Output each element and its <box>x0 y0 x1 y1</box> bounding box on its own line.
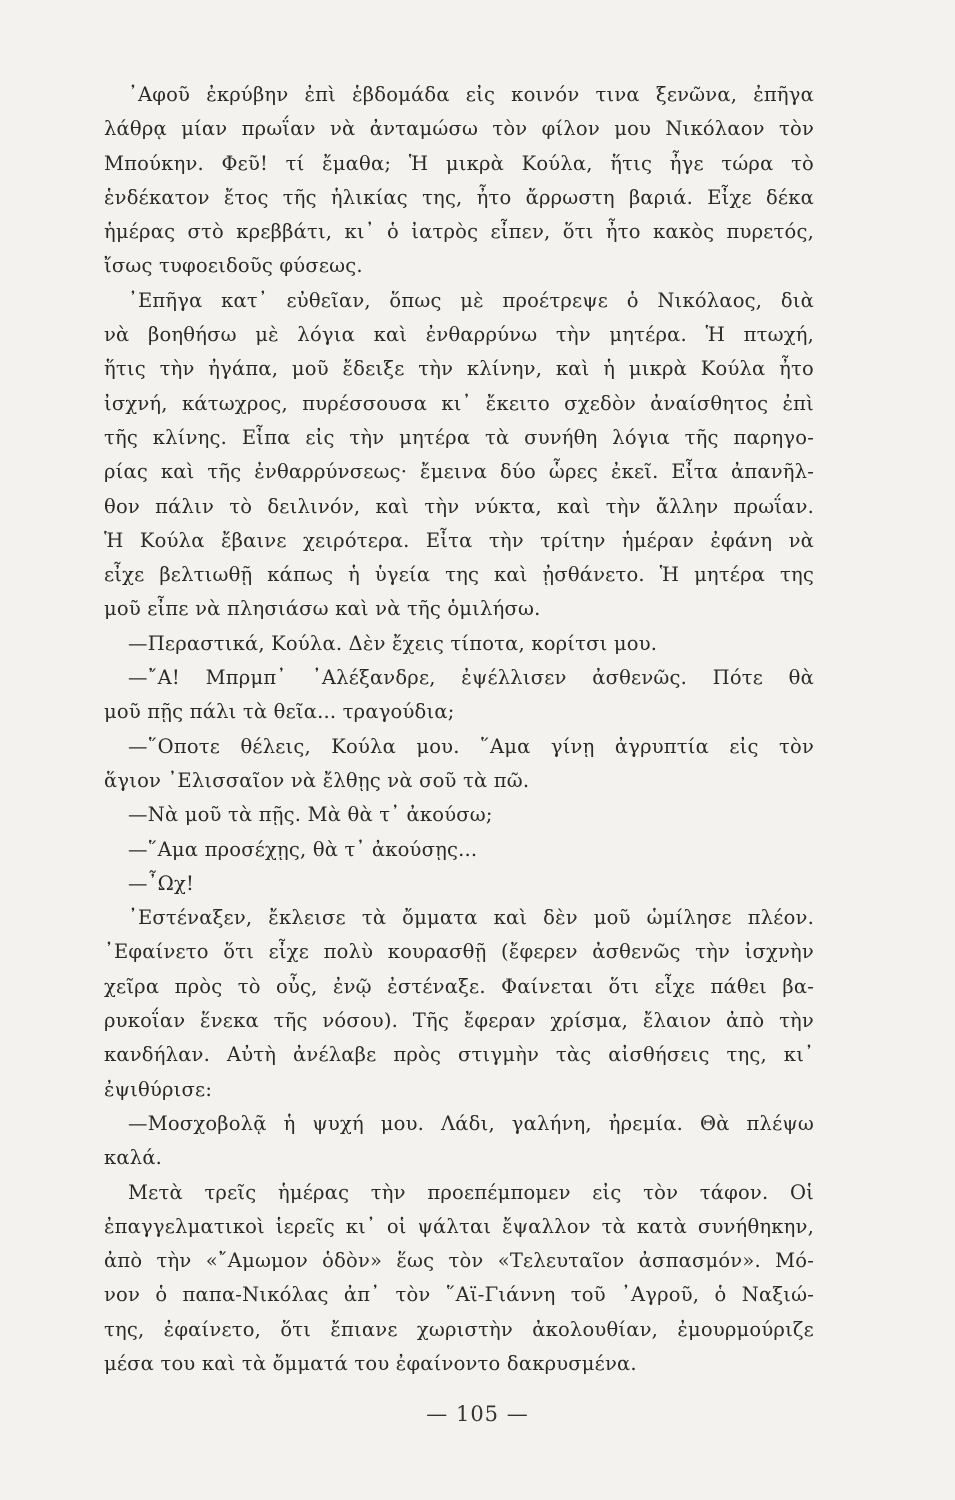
page-number: — 105 — <box>426 1402 529 1426</box>
text-line: Ἡ Κούλα ἔβαινε χειρότερα. Εἶτα τὴν τρίτην ἡμέραν ἐφάνη νὰ <box>104 528 814 552</box>
text-line: ἥτις τὴν ἠγάπα, μοῦ ἔδειξε τὴν κλίνην, καὶ ἡ μικρὰ Κούλα ἦτο <box>104 357 814 381</box>
text-line: ἰσχνή, κάτωχρος, πυρέσσουσα κι᾿ ἔκειτο σχεδὸν ἀναίσθητος ἐπὶ <box>104 391 814 415</box>
text-line: ἐπαγγελματικοὶ ἱερεῖς κι᾿ οἱ ψάλται ἔψαλλον τὰ κατὰ συνήθηκην, <box>104 1214 814 1238</box>
text-line: —῏Ωχ! <box>128 871 195 895</box>
text-line: τῆς κλίνης. Εἶπα εἰς τὴν μητέρα τὰ συνήθη λόγια τῆς παρηγο- <box>104 425 814 449</box>
text-line: ἡμέρας στὸ κρεββάτι, κι᾿ ὁ ἰατρὸς εἶπεν, ὅτι ἦτο κακὸς πυρετός, <box>104 220 814 244</box>
text-line: —῞Οποτε θέλεις, Κούλα μου. ῞Αμα γίνῃ ἀγρυπτία εἰς τὸν <box>128 734 814 758</box>
text-line: ρίας καὶ τῆς ἐνθαρρύνσεως· ἔμεινα δύο ὧρες ἐκεῖ. Εἶτα ἀπανῆλ- <box>104 460 814 484</box>
text-line: —Περαστικά, Κούλα. Δὲν ἔχεις τίποτα, κορίτσι μου. <box>128 631 658 655</box>
text-line: ᾿Εστέναξεν, ἔκλεισε τὰ ὄμματα καὶ δὲν μοῦ ὡμίλησε πλέον. <box>128 906 814 930</box>
text-line: ἑνδέκατον ἔτος τῆς ἡλικίας της, ἦτο ἄρρωστη βαριά. Εἶχε δέκα <box>104 185 814 209</box>
text-line: —῎Α! Μπρμπ᾿ ᾿Αλέξανδρε, ἐψέλλισεν ἀσθενῶς. Πότε θὰ <box>128 666 814 690</box>
text-line: —῞Αμα προσέχῃς, θὰ τ᾿ ἀκούσῃς... <box>128 837 478 861</box>
text-line: κανδήλαν. Αὐτὴ ἀνέλαβε πρὸς στιγμὴν τὰς αἰσθήσεις της, κι᾿ <box>104 1043 814 1067</box>
text-line: ρυκοΐαν ἕνεκα τῆς νόσου). Τῆς ἔφεραν χρίσμα, ἔλαιον ἀπὸ τὴν <box>104 1009 814 1033</box>
text-line: —Νὰ μοῦ τὰ πῇς. Μὰ θὰ τ᾿ ἀκούσω; <box>128 803 493 827</box>
text-line: μοῦ εἶπε νὰ πλησιάσω καὶ νὰ τῆς ὁμιλήσω. <box>104 597 541 621</box>
text-line: ἅγιον ᾿Ελισσαῖον νὰ ἔλθῃς νὰ σοῦ τὰ πῶ. <box>104 768 530 792</box>
text-line: νὰ βοηθήσω μὲ λόγια καὶ ἐνθαρρύνω τὴν μητέρα. Ἡ πτωχή, <box>104 323 814 347</box>
text-line: —Μοσχοβολᾷ ἡ ψυχή μου. Λάδι, γαλήνη, ἠρεμία. Θὰ πλέψω <box>128 1111 814 1135</box>
text-line: Μπούκην. Φεῦ! τί ἔμαθα; Ἡ μικρὰ Κούλα, ἥτις ἦγε τώρα τὸ <box>104 151 814 175</box>
text-line: της, ἐφαίνετο, ὅτι ἔπιανε χωριστὴν ἀκολουθίαν, ἐμουρμούριζε <box>104 1317 814 1341</box>
text-line: εἶχε βελτιωθῇ κάπως ἡ ὑγεία της καὶ ᾐσθάνετο. Ἡ μητέρα της <box>104 563 814 587</box>
text-line: ἐψιθύρισε: <box>104 1077 213 1101</box>
text-line: ᾿Αφοῦ ἐκρύβην ἐπὶ ἑβδομάδα εἰς κοινόν τινα ξενῶνα, ἐπῆγα <box>128 83 814 106</box>
text-line: ἀπὸ τὴν «῎Αμωμον ὁδὸν» ἕως τὸν «Τελευταῖον ἀσπασμόν». Μό- <box>104 1249 814 1273</box>
text-line: μέσα του καὶ τὰ ὄμματά του ἐφαίνοντο δακρυσμένα. <box>104 1351 637 1375</box>
text-line: λάθρᾳ μίαν πρωΐαν νὰ ἀνταμώσω τὸν φίλον μου Νικόλαον τὸν <box>104 117 814 141</box>
text-line: Μετὰ τρεῖς ἡμέρας τὴν προεπέμπομεν εἰς τὸν τάφον. Οἱ <box>128 1180 814 1204</box>
text-line: μοῦ πῇς πάλι τὰ θεῖα... τραγούδια; <box>104 700 455 724</box>
text-line: ἴσως τυφοειδοῦς φύσεως. <box>104 254 363 278</box>
text-line: χεῖρα πρὸς τὸ οὖς, ἐνῷ ἐστέναξε. Φαίνεται ὅτι εἶχε πάθει βα- <box>104 974 814 998</box>
text-line: νον ὁ παπα-Νικόλας ἀπ᾿ τὸν ῞Αϊ-Γιάννη τοῦ ᾿Αγροῦ, ὁ Ναξιώ- <box>104 1283 814 1307</box>
text-line: ᾿Εφαίνετο ὅτι εἶχε πολὺ κουρασθῇ (ἔφερεν ἀσθενῶς τὴν ἰσχνὴν <box>104 940 814 964</box>
text-line: καλά. <box>104 1146 163 1170</box>
body-text <box>104 78 814 1381</box>
text-line: ᾿Επῆγα κατ᾿ εὐθεῖαν, ὅπως μὲ προέτρεψε ὁ Νικόλαος, διὰ <box>128 288 814 312</box>
text-line: θον πάλιν τὸ δειλινόν, καὶ τὴν νύκτα, καὶ τὴν ἄλλην πρωΐαν. <box>104 494 814 518</box>
